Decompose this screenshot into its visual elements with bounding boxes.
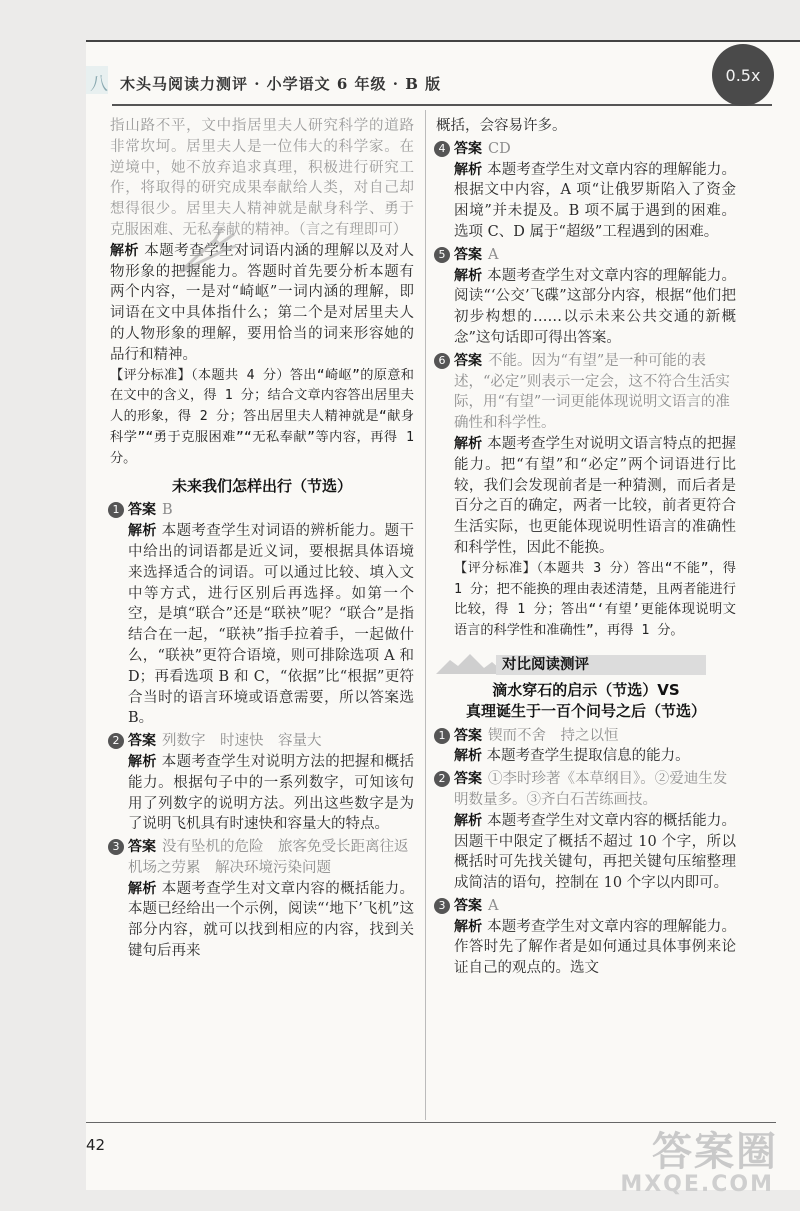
- question-number-badge: 6: [434, 353, 450, 369]
- question-number-badge: 3: [108, 839, 124, 855]
- analysis-text: 本题考查学生提取信息的能力。: [486, 748, 690, 765]
- scoring-standard: 【评分标准】（本题共 3 分）答出“不能”，得 1 分；把不能换的理由表述清楚，且两者能进行比较，得 1 分；答出“‘有望’更能体现说明文语言的科学性和准确性”，再得 1 分。: [454, 560, 736, 639]
- answer-label: 答案: [454, 246, 482, 263]
- answer-label: 答案: [454, 727, 482, 744]
- answer-item: [436, 139, 736, 160]
- answer-item: [436, 769, 736, 811]
- answer-value: A: [488, 246, 499, 263]
- answer-value: 没有坠机的危险 旅客免受长距离往返机场之劳累 解决环境污染问题: [128, 839, 409, 876]
- answer-label: 答案: [128, 733, 156, 750]
- question-number-badge: 3: [434, 898, 450, 914]
- scoring-standard: 【评分标准】（本题共 4 分）答出“崎岖”的原意和在文中的含义，得 1 分；结合文章内容答出居里夫人的形象，得 2 分；答出居里夫人精神就是“献身科学”“勇于克服困难”“无私奉献”等内容，再得 1 分。: [110, 367, 414, 466]
- answer-label: 答案: [454, 140, 482, 157]
- watermark-logo: 答案圈: [652, 1129, 778, 1175]
- analysis-label: 解析: [128, 753, 157, 770]
- analysis-label: 解析: [128, 880, 157, 897]
- left-column: [110, 116, 414, 962]
- header-rule: [112, 104, 772, 106]
- intro-text: 指山路不平，文中指居里夫人研究科学的道路非常坎坷。居里夫人是一位伟大的科学家。在逆境中，她不放弃追求真理，积极进行研究工作，将取得的研究成果奉献给人类，对自己却想得很少。居里夫人精神就是献身科学、勇于克服困难、无私奉献的精神。（言之有理即可）: [110, 118, 414, 238]
- question-number-badge: 5: [434, 247, 450, 263]
- analysis-text: 本题考查学生对文章内容的理解能力。作答时先了解作者是如何通过具体事例来论证自己的观点的。选文: [454, 918, 737, 977]
- analysis-label: 解析: [454, 267, 483, 284]
- banner-title: 对比阅读测评: [502, 656, 589, 673]
- analysis-label: 解析: [454, 812, 483, 829]
- continuation-text: 概括，会容易许多。: [436, 118, 567, 134]
- section-title: 滴水穿石的启示（节选）VS: [492, 680, 680, 699]
- analysis-text: 本题考查学生对词语的辨析能力。题干中给出的词语都是近义词，要根据具体语境来选择适合的词语。可以通过比较、填入文中等方式，进行区别后再选择。如第一个空，是填“联合”还是“联袂”呢？“联合”是指结合在一起，“联袂”指手拉着手，一起做什么，“联袂”更符合语境，则可排除选项 A 和 D；再看选项 B 和 C，“依据”比“根据”更符合当时的语言环境或语意需要，所以答案选 B。: [128, 523, 415, 727]
- watermark: [598, 1120, 778, 1202]
- question-number-badge: 1: [108, 502, 124, 518]
- analysis-text: 本题考查学生对文章内容的概括能力。因题干中限定了概括不超过 10 个字，所以概括时可先找关键句，再把关键句压缩整理成简洁的语句，控制在 10 个字以内即可。: [454, 812, 737, 892]
- running-header: 木头马阅读力测评 · 小学语文 6 年级 · B 版: [120, 75, 442, 93]
- answer-item: [110, 500, 414, 521]
- analysis-label: 解析: [454, 748, 482, 765]
- answer-label: 答案: [454, 352, 482, 369]
- question-number-badge: 2: [108, 733, 124, 749]
- analysis-label: 解析: [454, 918, 483, 935]
- section-title: 未来我们怎样出行（节选）: [171, 476, 352, 495]
- corner-glyph: 八: [90, 74, 108, 95]
- answer-label: 答案: [128, 839, 156, 856]
- analysis-text: 本题考查学生对说明方法的把握和概括能力。根据句子中的一系列数字，可知该句用了列数字的说明方法。列出这些数字是为了说明飞机具有时速快和容量大的特点。: [128, 753, 415, 833]
- answer-label: 答案: [454, 897, 482, 914]
- watermark-site: MXQE.COM: [620, 1172, 774, 1197]
- analysis-text: 本题考查学生对说明文语言特点的把握能力。把“有望”和“必定”两个词语进行比较，我们会发现前者是一种猜测，而后者是百分之百的确定，两者一比较，前者更符合生活实际，也更能体现说明性语言的准确性和科学性，因此不能换。: [454, 435, 737, 556]
- answer-value: CD: [488, 140, 511, 157]
- carrot-doodle-icon: [170, 222, 240, 282]
- answer-item: [436, 726, 736, 747]
- right-column: [436, 116, 736, 979]
- answer-item: [110, 731, 414, 752]
- answer-item: [110, 837, 414, 879]
- answer-item: [436, 896, 736, 917]
- analysis-label: 解析: [110, 242, 140, 259]
- question-number-badge: 4: [434, 141, 450, 157]
- answer-label: 答案: [454, 771, 482, 788]
- page-number: 42: [86, 1136, 106, 1154]
- answer-value: B: [162, 502, 173, 519]
- column-divider: [425, 110, 426, 1120]
- answer-value: A: [488, 897, 499, 914]
- analysis-label: 解析: [454, 435, 483, 452]
- analysis-label: 解析: [454, 161, 483, 178]
- section-title: 真理诞生于一百个问号之后（节选）: [465, 701, 706, 720]
- answer-value: 不能。因为“有望”是一种可能的表述，“必定”则表示一定会，这不符合生活实际，用“有望”一词更能体现说明文语言的准确性和科学性。: [454, 352, 730, 432]
- analysis-text: 本题考查学生对文章内容的理解能力。阅读“‘公交’飞碟”这部分内容，根据“他们把初步构想的……以示未来公共交通的新概念”这句话即可得出答案。: [454, 267, 737, 346]
- analysis-label: 解析: [128, 523, 157, 540]
- answer-value: ①李时珍著《本草纲目》。②爱迪生发明数量多。③齐白石苦练画技。: [454, 771, 728, 808]
- comparison-banner: [436, 652, 736, 676]
- answer-value: 锲而不舍 持之以恒: [488, 727, 619, 744]
- answer-value: 列数字 时速快 容量大: [162, 733, 322, 750]
- analysis-text: 本题考查学生对词语内涵的理解以及对人物形象的把握能力。答题时首先要分析本题有两个内容，一是对“崎岖”一词内涵的理解，即词语在文中具体指什么；第二个是对居里夫人的人物形象的理解，要用恰当的词来形容她的品行和精神。: [110, 242, 415, 363]
- answer-item: [436, 351, 736, 434]
- question-number-badge: 1: [434, 728, 450, 744]
- analysis-text: 本题考查学生对文章内容的理解能力。根据文中内容，A 项“让俄罗斯陷入了资金困境”并未提及。B 项不属于遇到的困难。选项 C、D 属于“超级”工程遇到的困难。: [454, 161, 737, 240]
- answer-label: 答案: [128, 502, 156, 519]
- answer-item: [436, 245, 736, 266]
- question-number-badge: 2: [434, 771, 450, 787]
- analysis-text: 本题考查学生对文章内容的概括能力。本题已经给出一个示例，阅读“‘地下’飞机”这部分内容，就可以找到相应的内容，找到关键句后再来: [128, 880, 415, 960]
- zoom-level-button[interactable]: 0.5x: [712, 44, 774, 106]
